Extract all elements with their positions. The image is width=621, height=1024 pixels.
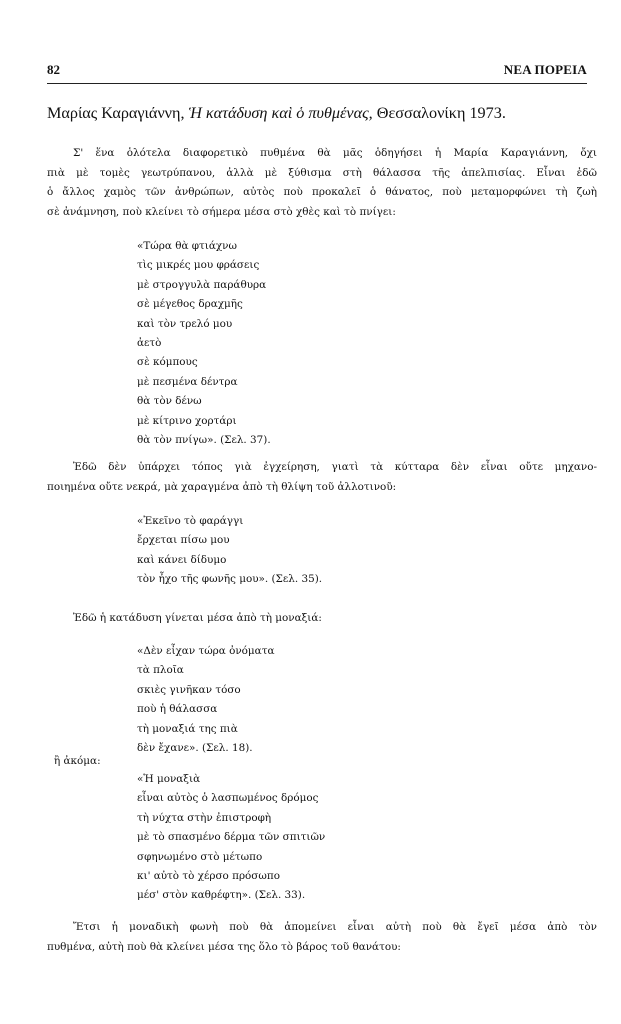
poem-line: θὰ τὸν πνίγω». (Σελ. 37). [137, 434, 271, 447]
journal-title: ΝΕΑ ΠΟΡΕΙΑ [503, 62, 587, 77]
poem-line: τὰ πλοῖα [137, 664, 184, 677]
poem-quote-2 [137, 512, 322, 590]
poem-line: «Ἡ μοναξιὰ [137, 773, 201, 785]
poem-line: μὲ πεσμένα δέντρα [137, 375, 238, 388]
poem-line: «Τώρα θὰ φτιάχνω [137, 240, 237, 252]
poem-line: καὶ τὸν τρελό μου [137, 317, 233, 330]
poem-line: τὴ μοναξιά της πιὰ [137, 722, 238, 735]
poem-line: κι' αὐτὸ τὸ χέρσο πρόσωπο [137, 870, 280, 883]
poem-line: σὲ μέγεθος δραχμῆς [137, 298, 243, 311]
header-rule [47, 83, 587, 84]
poem-line: «Ἐκεῖνο τὸ φαράγγι [137, 515, 244, 527]
poem-line: δὲν ἔχανε». (Σελ. 18). [137, 742, 253, 755]
paragraph-line: Ἔτσι ἡ μοναδικὴ φωνὴ ποὺ θὰ ἀπομείνει εἶναι αὐτὴ ποὺ θὰ ἔγεῖ μέσα ἀπὸ τὸν [73, 921, 597, 933]
poem-line: τὴ νύχτα στὴν ἐπιστροφὴ [137, 811, 272, 824]
paragraph-line: Ἐδῶ δὲν ὑπάρχει τόπος γιὰ ἐγχείρηση, γιατὶ τὰ κύτταρα δὲν εἶναι οὔτε μηχανο- [73, 461, 597, 473]
book-place-year: Θεσσαλονίκη 1973. [376, 104, 506, 122]
or-also-label: ἢ ἀκόμα: [54, 755, 101, 767]
poem-line: «Δὲν εἶχαν τώρα ὀνόματα [137, 645, 275, 657]
page-header [47, 62, 587, 80]
poem-quote-1 [137, 237, 271, 450]
poem-line: τὶς μικρές μου φράσεις [137, 259, 260, 272]
paragraph-4 [47, 918, 597, 957]
paragraph-line: ὁ ἄλλος χαμὸς τῶν ἀνθρώπων, αὐτὸς ποὺ προκαλεῖ ὁ θάνατος, ποὺ μεταμορφώνει τὴ ζωὴ [47, 186, 597, 198]
poem-line: μὲ στρογγυλὰ παράθυρα [137, 278, 267, 291]
poem-line: μὲ τὸ σπασμένο δέρμα τῶν σπιτιῶν [137, 831, 326, 844]
poem-line: σὲ κόμπους [137, 356, 198, 369]
page-number: 82 [47, 62, 60, 77]
poem-line: τὸν ἦχο τῆς φωνῆς μου». (Σελ. 35). [137, 573, 323, 586]
poem-line: θὰ τὸν δένω [137, 395, 202, 408]
poem-line: εἶναι αὐτὸς ὁ λασπωμένος δρόμος [137, 792, 319, 805]
poem-line: σκιὲς γινῆκαν τόσο [137, 683, 241, 696]
paragraph-2 [47, 458, 597, 497]
poem-line: μέσ' στὸν καθρέφτη». (Σελ. 33). [137, 889, 306, 902]
paragraph-line: σὲ ἀνάμνηση, ποὺ κλείνει τὸ σήμερα μέσα στὸ χθὲς καὶ τὸ πνίγει: [47, 205, 396, 218]
poem-line: καὶ κάνει δίδυμο [137, 553, 227, 566]
paragraph-1 [47, 144, 597, 222]
paragraph-line: Σ' ἕνα ὁλότελα διαφορετικὸ πυθμένα θὰ μᾶς ὁδηγήσει ἡ Μαρία Καραγιάννη, ὄχι [73, 147, 597, 159]
poem-line: ποὺ ἡ θάλασσα [137, 703, 218, 716]
book-author: Μαρίας Καραγιάννη, [47, 104, 185, 122]
poem-line: σφηνωμένο στὸ μέτωπο [137, 850, 263, 863]
book-title: Ἡ κατάδυση καὶ ὁ πυθμένας, [188, 104, 373, 122]
poem-line: μὲ κίτρινο χορτάρι [137, 414, 237, 427]
book-reference [47, 104, 607, 123]
paragraph-line: πιὰ μὲ τομὲς γεωτρύπανου, ἀλλὰ μὲ ξύθισμα στὴ θάλασσα τῆς ἀπελπισίας. Εἶναι ἐδῶ [47, 166, 597, 179]
poem-quote-4 [137, 770, 325, 906]
paragraph-line: ποιημένα οὔτε νεκρά, μὰ χαραγμένα ἀπὸ τὴ θλίψη τοῦ ἀλλοτινοῦ: [47, 480, 397, 493]
poem-line: ἀετὸ [137, 337, 162, 350]
poem-quote-3 [137, 642, 274, 758]
paragraph-line: πυθμένα, αὐτὴ ποὺ θὰ κλείνει μέσα της ὅλο τὸ βάρος τοῦ θανάτου: [47, 940, 401, 953]
poem-line: ἔρχεται πίσω μου [137, 534, 230, 547]
paragraph-line: Ἐδῶ ἡ κατάδυση γίνεται μέσα ἀπὸ τὴ μοναξιά: [73, 612, 322, 624]
paragraph-3 [47, 609, 597, 629]
